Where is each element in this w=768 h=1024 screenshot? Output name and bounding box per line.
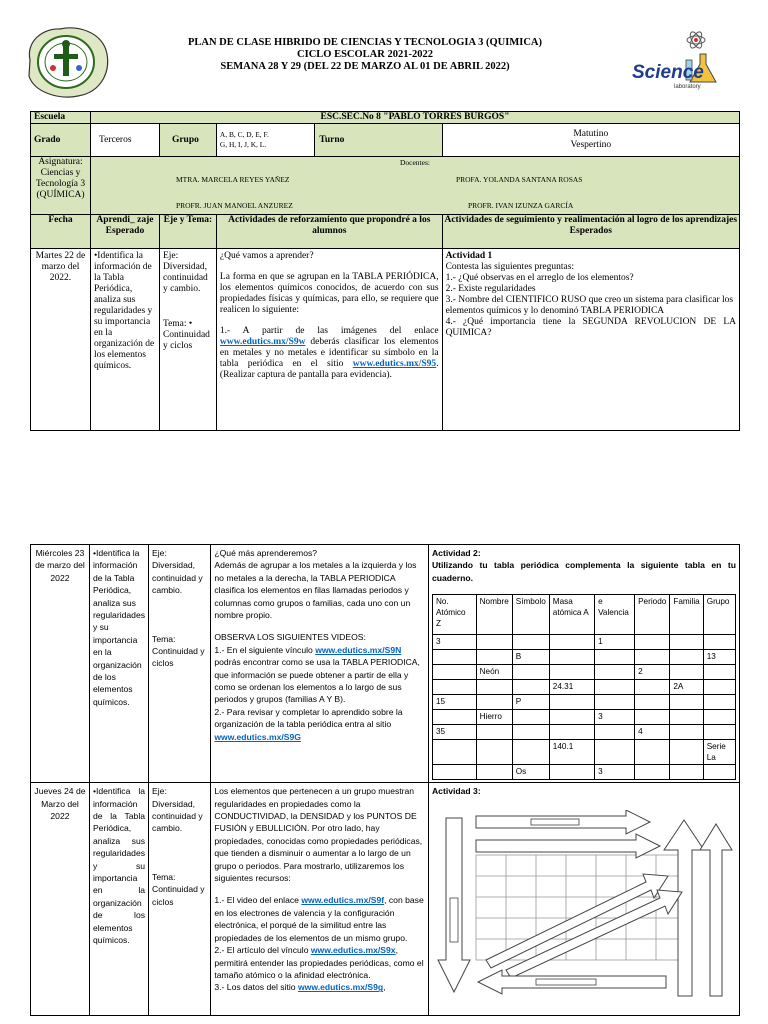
row2-act-p3b: podrás encontrar como se usa la TABLA PERIODICA, que información se puede obtener a partir de ella y como se ordenan los elementos a lo largo de sus periodos y grupos (familias A Y B). (214, 657, 420, 705)
row2-seguimiento (428, 545, 739, 783)
worksheet-cell (670, 695, 703, 710)
worksheet-cell: Serie La (703, 740, 735, 765)
row1-aprendizaje: •Identifica la información de la Tabla Periódica, analiza sus regularidades y su importancia en la organización de los elementos químicos. (90, 249, 159, 431)
row1-seg-3: 2.- Existe regularidades (445, 284, 536, 294)
worksheet-cell (549, 695, 594, 710)
school-seal-logo (20, 22, 112, 100)
header-line-1: PLAN DE CLASE HIBRIDO DE CIENCIAS Y TECNOLOGIA 3 (QUIMICA) (187, 37, 543, 48)
worksheet-cell (670, 635, 703, 650)
worksheet-cell (549, 635, 594, 650)
worksheet-cell (703, 725, 735, 740)
worksheet-cell (595, 695, 635, 710)
row1-act-p2b: deberás clasificar los elementos en metales y no metales e identificar su símbolo en la tabla periódica en el sitio (219, 337, 439, 369)
worksheet-row (432, 635, 735, 650)
worksheet-cell: Neón (476, 665, 512, 680)
asignatura-cell: Asignatura: Ciencias y Tecnología 3 (QUÍMICA) (31, 157, 91, 215)
row3-fecha: Jueves 24 de Marzo del 2022 (31, 783, 90, 1016)
worksheet-cell: 24.31 (549, 680, 594, 695)
row2-link-2[interactable]: www.edutics.mx/S9G (214, 731, 301, 742)
row2-act-p4 (214, 706, 425, 743)
row2-actividades (211, 545, 429, 783)
row1-eje (159, 249, 216, 431)
row3-act-p3 (214, 944, 425, 981)
row3-act-p2b: , con base en los electrones de valencia y la configuración electrónica, el porqué de la similitud entre las propiedades de los elementos de un mismo grupo. (214, 895, 424, 943)
worksheet-cell: 3 (595, 765, 635, 780)
worksheet-cell (432, 765, 476, 780)
row1-act-p2a: 1.- A partir de las imágenes del enlace (219, 326, 439, 336)
worksheet-cell (512, 665, 549, 680)
worksheet-cell (512, 740, 549, 765)
grupo-turno-inner (217, 124, 442, 156)
worksheet-cell: 1 (595, 635, 635, 650)
worksheet-cell: B (512, 650, 549, 665)
worksheet-cell (635, 740, 670, 765)
row2-eje (149, 545, 211, 783)
row1-seg-title: Actividad 1 (445, 251, 493, 261)
turno-value-2: Vespertino (570, 140, 612, 150)
row2-aprendizaje: •Identifica la información de la Tabla Periódica, analiza sus regularidades y su importancia en la organización de los elementos químicos. (89, 545, 148, 783)
worksheet-cell (476, 635, 512, 650)
worksheet-cell (670, 710, 703, 725)
worksheet-cell (512, 725, 549, 740)
turno-value (442, 124, 739, 157)
diagonal-arrow-icon-2 (506, 890, 682, 978)
lesson-plan-table-1 (30, 111, 740, 431)
row1-act-p2c: . (Realizar captura de pantalla para evidencia). (219, 359, 439, 380)
grupo-value-line-2: G, H, I, J, K, L. (219, 140, 267, 149)
row3-act-p4b: , (383, 982, 386, 993)
lesson-row-3 (31, 783, 740, 1016)
worksheet-header-cell: No. Atómico Z (432, 595, 476, 635)
worksheet-cell (432, 665, 476, 680)
row2-act-question: ¿Qué más aprenderemos? (214, 548, 318, 558)
worksheet-cell (476, 725, 512, 740)
worksheet-cell (595, 680, 635, 695)
worksheet-cell: 2A (670, 680, 703, 695)
docente-4: PROFR. IVAN IZUNZA GARCÍA (467, 201, 574, 210)
periodic-trends-arrow-diagram (436, 810, 736, 1010)
grado-label: Grado (31, 124, 91, 157)
worksheet-row (432, 665, 735, 680)
worksheet-cell (432, 710, 476, 725)
worksheet-cell: 4 (635, 725, 670, 740)
worksheet-cell (703, 635, 735, 650)
docentes-cell (90, 157, 739, 215)
diagonal-arrow-icon-1 (486, 874, 668, 968)
grupo-label: Grupo (159, 124, 216, 157)
worksheet-cell (670, 740, 703, 765)
worksheet-cell (670, 725, 703, 740)
row1-seg-4: 3.- Nombre del CIENTIFICO RUSO que creo un sistema para clasificar los elementos químicos y lo denominó TABLA PERIODICA (445, 295, 734, 316)
row1-eje-1: Eje: Diversidad, continuidad y cambio. (162, 251, 208, 294)
lesson-plan-table-2 (30, 544, 740, 1016)
row2-eje-1: Eje: Diversidad, continuidad y cambio. (152, 548, 203, 596)
worksheet-cell (595, 665, 635, 680)
worksheet-cell (595, 725, 635, 740)
row1-seg-2: 1.- ¿Qué observas en el arreglo de los elementos? (445, 273, 634, 283)
grupo-value (217, 124, 315, 156)
worksheet-cell: 13 (703, 650, 735, 665)
worksheet-cell (549, 650, 594, 665)
worksheet-cell (432, 650, 476, 665)
row3-act-p3b: , permitirá entender las propiedades periódicas, como el tamaño atómico o la afinidad electrónica. (214, 945, 424, 980)
school-row (31, 112, 740, 124)
grupo-value-line-1: A, B, C, D, E, F. (219, 130, 269, 139)
docente-1: MTRA. MARCELA REYES YAÑEZ (175, 175, 290, 184)
worksheet-cell (432, 740, 476, 765)
worksheet-cell (432, 680, 476, 695)
row3-link-2[interactable]: www.edutics.mx/S9x (310, 945, 396, 956)
worksheet-cell (635, 710, 670, 725)
worksheet-row (432, 695, 735, 710)
science-logo-subtext: laboratory (674, 84, 701, 90)
worksheet-cell (635, 765, 670, 780)
worksheet-cell (703, 710, 735, 725)
worksheet-cell: P (512, 695, 549, 710)
row3-eje (149, 783, 211, 1016)
row1-act-question: ¿Qué vamos a aprender? (219, 251, 314, 261)
worksheet-cell: 35 (432, 725, 476, 740)
science-laboratory-logo (628, 26, 724, 98)
worksheet-cell (512, 680, 549, 695)
row1-seg-5: 4.- ¿Qué importancia tiene la SEGUNDA REVOLUCION DE LA QUIMICA? (445, 317, 736, 338)
row1-actividades (216, 249, 442, 431)
worksheet-header-cell: Periodo (635, 595, 670, 635)
row2-seg-title: Actividad 2: (431, 548, 481, 558)
worksheet-header-cell: Familia (670, 595, 703, 635)
row1-seguimiento (442, 249, 739, 431)
worksheet-cell (670, 765, 703, 780)
science-logo-text: Science (632, 62, 704, 83)
row3-act-p3a: 2.- El artículo del vínculo (214, 945, 309, 956)
row2-act-p3a: 1.- En el siguiente vínculo (214, 644, 313, 655)
docentes-label: Docentes: (399, 158, 430, 167)
worksheet-cell (476, 680, 512, 695)
worksheet-cell (703, 665, 735, 680)
worksheet-cell: 15 (432, 695, 476, 710)
worksheet-cell: 3 (432, 635, 476, 650)
row3-aprendizaje: •Identifica la información de la Tabla Periódica, analiza sus regularidades y su importancia en la organización de los elementos químicos. (89, 783, 148, 1016)
row3-link-3[interactable]: www.edutics.mx/S9g (297, 982, 384, 993)
worksheet-row (432, 765, 735, 780)
col-fecha: Fecha (31, 215, 91, 249)
lesson-row-2 (31, 545, 740, 783)
worksheet-cell: Hierro (476, 710, 512, 725)
worksheet-row (432, 725, 735, 740)
worksheet-cell (595, 740, 635, 765)
row1-link-1[interactable]: www.edutics.mx/S9w (219, 337, 306, 347)
worksheet-cell: 140.1 (549, 740, 594, 765)
row1-act-p1: La forma en que se agrupan en la TABLA PERIÓDICA, los elementos químicos conocidos, de acuerdo con sus propiedades físicas y químicas, para ello, se requiere que realicen lo siguiente: (219, 272, 439, 315)
row2-act-p4-text: 2.- Para revisar y completar lo aprendido sobre la organización de la tabla periódica entra al sitio (214, 706, 403, 730)
worksheet-cell: Os (512, 765, 549, 780)
worksheet-cell (549, 725, 594, 740)
worksheet-header-cell: e Valencia (595, 595, 635, 635)
row3-act-p2 (214, 894, 425, 944)
worksheet-header-cell: Grupo (703, 595, 735, 635)
col-seguimiento: Actividades de seguimiento y realimentación al logro de los aprendizajes Esperados (442, 215, 739, 249)
far-right-up-arrow-icon (700, 824, 732, 996)
worksheet-cell (476, 740, 512, 765)
row1-eje-2: Tema: • Continuidad y ciclos (162, 319, 210, 351)
col-aprendizaje: Aprendi_ zaje Esperado (90, 215, 159, 249)
row3-act-p1: Los elementos que pertenecen a un grupo muestran regularidades en propiedades como la CONDUCTIVIDAD, la DENSIDAD y los PUNTOS DE FUSIÓN y EBULLICIÓN. Por otro lado, hay propiedades, conocidas como propiedades periódicas, que tienden a disminuir o aumentar a lo largo de un grupo o periodos. Para mostrarlo, utilizaremos los siguientes recursos: (214, 786, 423, 884)
worksheet-header-row (432, 595, 735, 635)
worksheet-cell (476, 765, 512, 780)
col-eje: Eje y Tema: (159, 215, 216, 249)
worksheet-cell: 2 (635, 665, 670, 680)
escuela-value: ESC.SEC.No 8 "PABLO TORRES BURGOS" (90, 112, 739, 124)
row3-act-p4 (214, 981, 425, 993)
worksheet-header-cell: Masa atómica A (549, 595, 594, 635)
worksheet-cell (703, 765, 735, 780)
row2-fecha: Miércoles 23 de marzo del 2022 (31, 545, 90, 783)
row1-link-2[interactable]: www.edutics.mx/S95 (352, 359, 437, 369)
worksheet-cell (549, 710, 594, 725)
worksheet-cell (476, 695, 512, 710)
lesson-row-1 (31, 249, 740, 431)
row3-act-p4a: 3.- Los datos del sitio (214, 982, 296, 993)
worksheet-cell (549, 765, 594, 780)
row2-act-p1: Además de agrupar a los metales a la izquierda y los no metales a la derecha, la TABLA PERIODICA clasifica los elementos en filas llamadas periodos y columnas como grupos o familias, cada uno con un nombre propio. (214, 560, 417, 621)
row3-link-1[interactable]: www.edutics.mx/S9f (301, 895, 385, 906)
worksheet-cell (670, 665, 703, 680)
row2-act-p3 (214, 644, 425, 706)
row1-fecha: Martes 22 de marzo del 2022. (31, 249, 91, 431)
worksheet-cell (635, 680, 670, 695)
worksheet-cell (703, 680, 735, 695)
row2-eje-2: Tema: Continuidad y ciclos (152, 633, 205, 669)
row3-eje-2: Tema: Continuidad y ciclos (152, 871, 205, 907)
worksheet-cell (703, 695, 735, 710)
grado-value: Terceros (90, 124, 159, 157)
worksheet-cell (595, 650, 635, 665)
escuela-label: Escuela (31, 112, 91, 124)
worksheet-header-cell: Nombre (476, 595, 512, 635)
header-line-3: SEMANA 28 Y 29 (DEL 22 DE MARZO AL 01 DE ABRIL 2022) (220, 61, 510, 72)
row3-actividades (211, 783, 429, 1016)
row2-act-p2: OBSERVA LOS SIGUIENTES VIDEOS: (214, 632, 366, 643)
docente-2: PROFA. YOLANDA SANTANA ROSAS (455, 175, 583, 184)
header-line-2: CICLO ESCOLAR 2021-2022 (297, 49, 433, 60)
docente-3: PROFR. JUAN MANOEL ANZUREZ (175, 201, 293, 210)
worksheet-cell (635, 695, 670, 710)
col-actividades: Actividades de reforzamiento que propondré a los alumnos (216, 215, 442, 249)
row1-act-p2 (220, 326, 439, 381)
worksheet-cell (635, 650, 670, 665)
worksheet-cell (512, 635, 549, 650)
turno-value-1: Matutino (573, 129, 609, 139)
worksheet-cell (476, 650, 512, 665)
worksheet-cell (635, 635, 670, 650)
worksheet-header-cell: Símbolo (512, 595, 549, 635)
header-title (150, 37, 580, 73)
column-header-row (31, 215, 740, 249)
row3-seguimiento (428, 783, 739, 1016)
element-worksheet-table (432, 594, 736, 780)
turno-label: Turno (315, 124, 442, 156)
grado-row (31, 124, 740, 157)
worksheet-cell (549, 665, 594, 680)
worksheet-row (432, 710, 735, 725)
worksheet-row (432, 650, 735, 665)
worksheet-cell (512, 710, 549, 725)
worksheet-row (432, 680, 735, 695)
docentes-row (31, 157, 740, 215)
row2-seg-1: Utilizando tu tabla periódica complementa la siguiente tabla en tu cuaderno. (431, 560, 736, 583)
worksheet-cell (670, 650, 703, 665)
row3-seg-title: Actividad 3: (431, 786, 481, 797)
grupo-turno-cell (216, 124, 442, 157)
row3-eje-1: Eje: Diversidad, continuidad y cambio. (152, 786, 203, 834)
worksheet-row (432, 740, 735, 765)
row3-act-p2a: 1.- El video del enlace (214, 895, 299, 906)
worksheet-cell: 3 (595, 710, 635, 725)
page-header (0, 0, 768, 108)
second-right-arrow-icon (476, 834, 660, 858)
row1-seg-1: Contesta las siguientes preguntas: (445, 262, 575, 272)
row2-link-1[interactable]: www.edutics.mx/S9N (315, 644, 402, 655)
